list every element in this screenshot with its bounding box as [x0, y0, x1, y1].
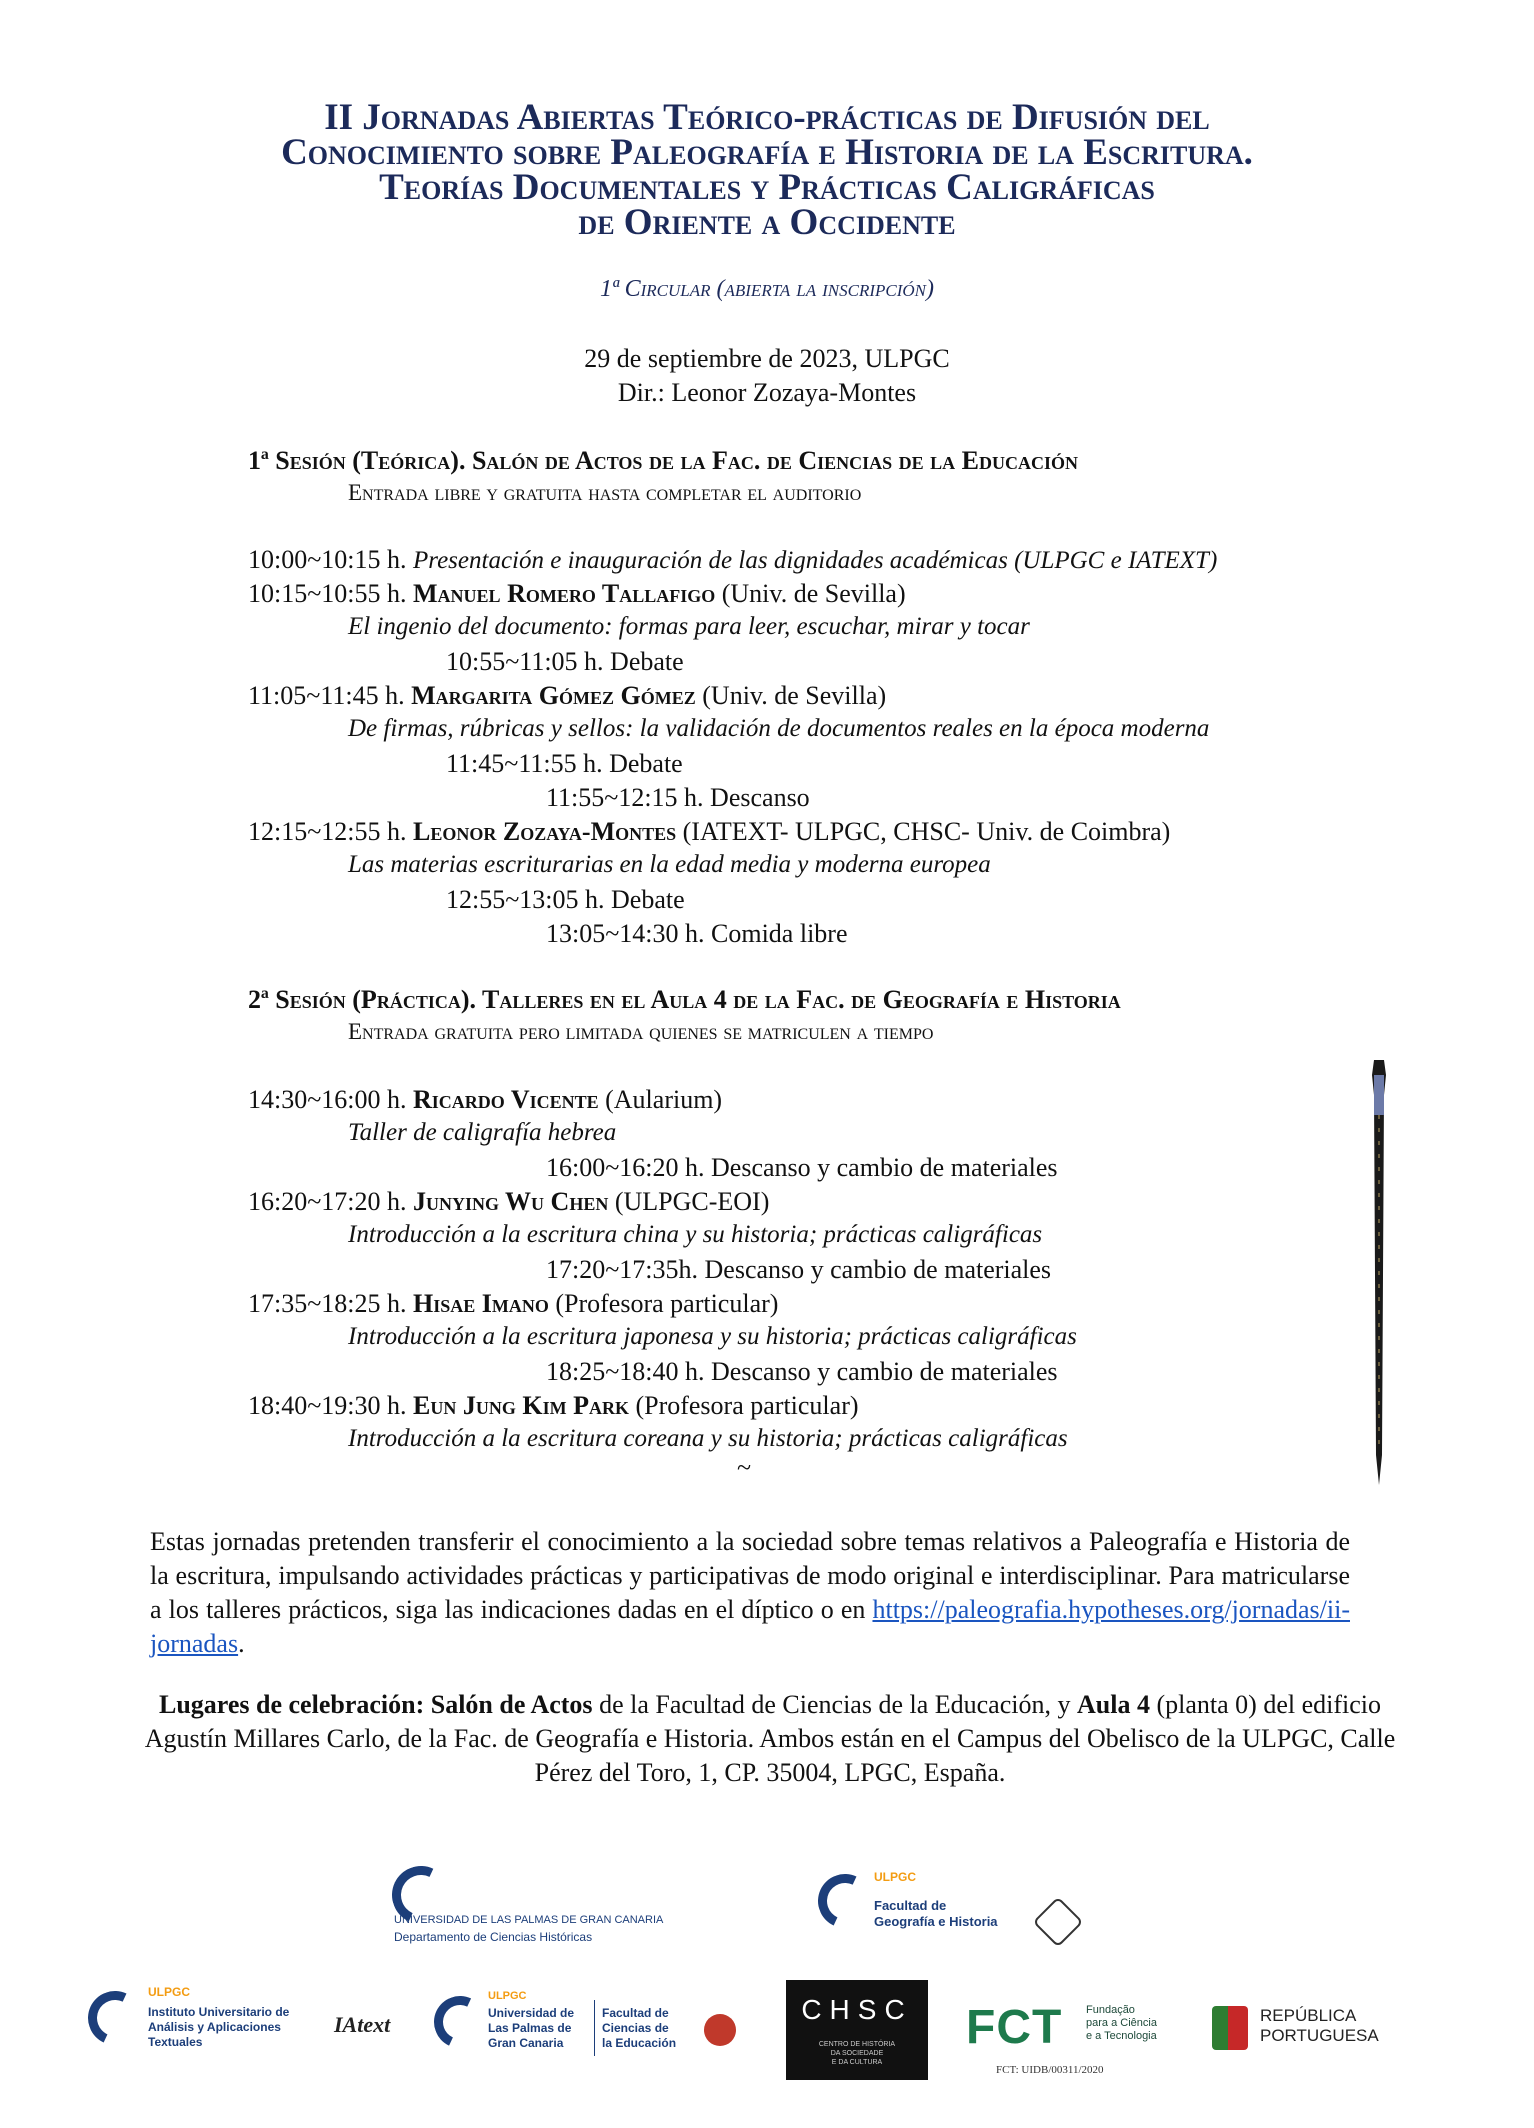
time: 10:00~10:15 h.	[248, 545, 407, 574]
speaker-affiliation: (Profesora particular)	[635, 1391, 859, 1420]
title-line-3: Teorías Documentales y Prácticas Caligráficas	[379, 167, 1155, 208]
title-line-2: Conocimiento sobre Paleografía e Historia de la Escritura.	[281, 132, 1253, 173]
fct-logo	[966, 2000, 1186, 2080]
speaker-affiliation: (Univ. de Sevilla)	[721, 579, 906, 608]
document-title	[0, 97, 1534, 243]
fgh-line-1: Facultad de	[874, 1898, 947, 1913]
chsc-sub-2: DA SOCIEDADE	[830, 2050, 884, 2057]
time: 10:15~10:55 h.	[248, 579, 407, 608]
iuaat-line-1: Instituto Universitario de	[148, 2005, 290, 2019]
ulpgc-dept-logo	[388, 1860, 668, 1950]
schedule-break: 18:25~18:40 h. Descanso y cambio de materiales	[546, 1357, 1058, 1386]
iatext-logo: IAtext	[334, 2012, 391, 2037]
fce-line-2: Ciencias de	[602, 2021, 669, 2035]
description-end: .	[238, 1629, 245, 1658]
schedule-item	[248, 1187, 769, 1217]
places-text-2: (planta 0) del edificio Agustín Millares Carlo, de la Fac. de Geografía e Historia. Ambos están en el Campus del Obelisco de la ULPGC, Calle Pérez del Toro, 1, CP. 35004, LPGC, España.	[144, 1690, 1396, 1787]
speaker-name: Hisae Imano	[413, 1289, 549, 1318]
time: 11:05~11:45 h.	[248, 681, 405, 710]
speaker-name: Ricardo Vicente	[413, 1085, 599, 1114]
republica-text	[1260, 2006, 1379, 2046]
ulpgc-line-1: Universidad de	[488, 2006, 575, 2020]
speaker-name: Leonor Zozaya-Montes	[413, 817, 677, 846]
places-text-1: de la Facultad de Ciencias de la Educación, y	[592, 1690, 1077, 1719]
rp-line-2: PORTUGUESA	[1260, 2026, 1379, 2045]
rp-line-1: REPÚBLICA	[1260, 2006, 1357, 2025]
time: 17:35~18:25 h.	[248, 1289, 407, 1318]
schedule-break: 12:55~13:05 h. Debate	[446, 885, 685, 914]
gh-emblem-icon	[1033, 1897, 1084, 1948]
place-salon: Salón de Actos	[430, 1690, 593, 1719]
session2-subheading: Entrada gratuita pero limitada quienes se matriculen a tiempo	[348, 1019, 934, 1044]
fct-code: FCT: UIDB/00311/2020	[996, 2064, 1104, 2076]
ulpgc-arc-icon	[427, 1989, 494, 2056]
talk-title: El ingenio del documento: formas para leer, escuchar, mirar y tocar	[348, 613, 1030, 640]
ulpgc-label: ULPGC	[148, 1985, 190, 1999]
schedule-item	[248, 545, 1217, 575]
speaker-affiliation: (Univ. de Sevilla)	[702, 681, 887, 710]
title-line-1: II Jornadas Abiertas Teórico-prácticas de Difusión del	[324, 97, 1210, 138]
schedule-break: 11:45~11:55 h. Debate	[446, 749, 683, 778]
schedule-item	[248, 681, 886, 711]
ulpgc-label: ULPGC	[874, 1870, 916, 1884]
speaker-affiliation: (ULPGC-EOI)	[614, 1187, 770, 1216]
description-text: Estas jornadas pretenden transferir el conocimiento a la sociedad sobre temas relativos a Paleografía e Historia de la escritura, impulsando actividades prácticas y participativas de modo original e interdisciplinar. Para matricularse a los talleres prácticos, siga las indicaciones dadas en el díptico o en	[150, 1527, 1350, 1624]
time: 14:30~16:00 h.	[248, 1085, 407, 1114]
workshop-title: Taller de caligrafía hebrea	[348, 1119, 617, 1146]
speaker-name: Margarita Gómez Gómez	[411, 681, 696, 710]
ulpgc-name: UNIVERSIDAD DE LAS PALMAS DE GRAN CANARIA	[394, 1914, 664, 1926]
fgh-line-2: Geografía e Historia	[874, 1914, 998, 1929]
schedule-break: 11:55~12:15 h. Descanso	[546, 783, 810, 812]
chsc-sub-1: CENTRO DE HISTÓRIA	[818, 2041, 896, 2048]
places-paragraph	[140, 1688, 1400, 1790]
schedule-item	[248, 1085, 722, 1115]
ulpgc-line-2: Las Palmas de	[488, 2021, 572, 2035]
fct-letters: FCT	[966, 2001, 1063, 2054]
schedule-item	[248, 1391, 859, 1421]
chsc-logo	[786, 1980, 928, 2080]
fce-line-1: Facultad de	[602, 2006, 669, 2020]
ulpgc-line-3: Gran Canaria	[488, 2036, 564, 2050]
workshop-title: Introducción a la escritura china y su historia; prácticas caligráficas	[348, 1221, 1043, 1248]
speaker-affiliation: (IATEXT- ULPGC, CHSC- Univ. de Coimbra)	[682, 817, 1171, 846]
jornadas-link[interactable]: https://paleografia.hypotheses.org/jornadas/ii-jornadas	[150, 1595, 1350, 1658]
speaker-affiliation: (Aularium)	[605, 1085, 723, 1114]
speaker-affiliation: (Profesora particular)	[555, 1289, 779, 1318]
calligraphy-brush-image	[1364, 1055, 1394, 1485]
workshop-title: Introducción a la escritura japonesa y su historia; prácticas caligráficas	[348, 1323, 1077, 1350]
chsc-letters: CHSC	[801, 1994, 913, 2025]
talk-title: De firmas, rúbricas y sellos: la validación de documentos reales en la época moderna	[348, 715, 1210, 742]
time: 12:15~12:55 h.	[248, 817, 407, 846]
fct-line-2: para a Ciência	[1086, 2017, 1157, 2029]
ulpgc-label: ULPGC	[488, 1990, 527, 2002]
speaker-name: Manuel Romero Tallafigo	[413, 579, 716, 608]
event-date: 29 de septiembre de 2023, ULPGC	[584, 344, 950, 373]
iuaat-line-2: Análisis y Aplicaciones	[148, 2020, 281, 2034]
tilde-separator: ~	[737, 1453, 752, 1482]
description-paragraph	[150, 1525, 1350, 1661]
title-line-4: de Oriente a Occidente	[578, 202, 956, 243]
workshop-title: Introducción a la escritura coreana y su historia; prácticas caligráficas	[348, 1425, 1068, 1452]
schedule-item	[248, 1289, 778, 1319]
portugal-flag-icon	[1212, 2006, 1248, 2050]
chsc-subtitle	[786, 2040, 928, 2067]
session1-heading: 1ª Sesión (Teórica). Salón de Actos de la Fac. de Ciencias de la Educación	[248, 446, 1078, 475]
fct-line-1: Fundação	[1086, 2004, 1135, 2016]
dept-name: Departamento de Ciencias Históricas	[394, 1930, 593, 1944]
schedule-break: 17:20~17:35h. Descanso y cambio de materiales	[546, 1255, 1052, 1284]
schedule-break: 13:05~14:30 h. Comida libre	[546, 919, 848, 948]
session2-heading: 2ª Sesión (Práctica). Talleres en el Aula 4 de la Fac. de Geografía e Historia	[248, 985, 1121, 1014]
schedule-break: 10:55~11:05 h. Debate	[446, 647, 684, 676]
ulpgc-arc-icon	[810, 1866, 879, 1935]
ulpgc-arc-icon	[80, 1983, 149, 2052]
place-aula: Aula 4	[1077, 1690, 1150, 1719]
item-title: Presentación e inauguración de las dignidades académicas (ULPGC e IATEXT)	[413, 547, 1218, 574]
speaker-name: Eun Jung Kim Park	[413, 1391, 629, 1420]
schedule-item	[248, 817, 1170, 847]
schedule-break: 16:00~16:20 h. Descanso y cambio de materiales	[546, 1153, 1058, 1182]
speaker-name: Junying Wu Chen	[413, 1187, 609, 1216]
session1-subheading: Entrada libre y gratuita hasta completar el auditorio	[348, 480, 862, 505]
fct-line-3: e a Tecnologia	[1086, 2030, 1157, 2042]
iuaat-line-3: Textuales	[148, 2035, 203, 2049]
event-director: Dir.: Leonor Zozaya-Montes	[617, 378, 917, 407]
fct-fullname	[1086, 2004, 1157, 2043]
places-label: Lugares de celebración:	[158, 1690, 425, 1719]
iuaat-logo	[88, 1985, 328, 2065]
logo-divider	[594, 2000, 595, 2056]
chsc-sub-3: E DA CULTURA	[831, 2059, 883, 2066]
time: 18:40~19:30 h.	[248, 1391, 407, 1420]
fce-logo	[434, 1990, 754, 2070]
fce-emblem-icon	[704, 2014, 736, 2046]
republica-portuguesa-logo	[1212, 2000, 1412, 2060]
time: 16:20~17:20 h.	[248, 1187, 407, 1216]
circular-subtitle: 1ª Circular (abierta la inscripción)	[600, 276, 934, 302]
fgh-logo	[818, 1870, 1088, 1950]
talk-title: Las materias escriturarias en la edad media y moderna europea	[348, 851, 991, 878]
schedule-item	[248, 579, 906, 609]
fce-line-3: la Educación	[602, 2036, 677, 2050]
